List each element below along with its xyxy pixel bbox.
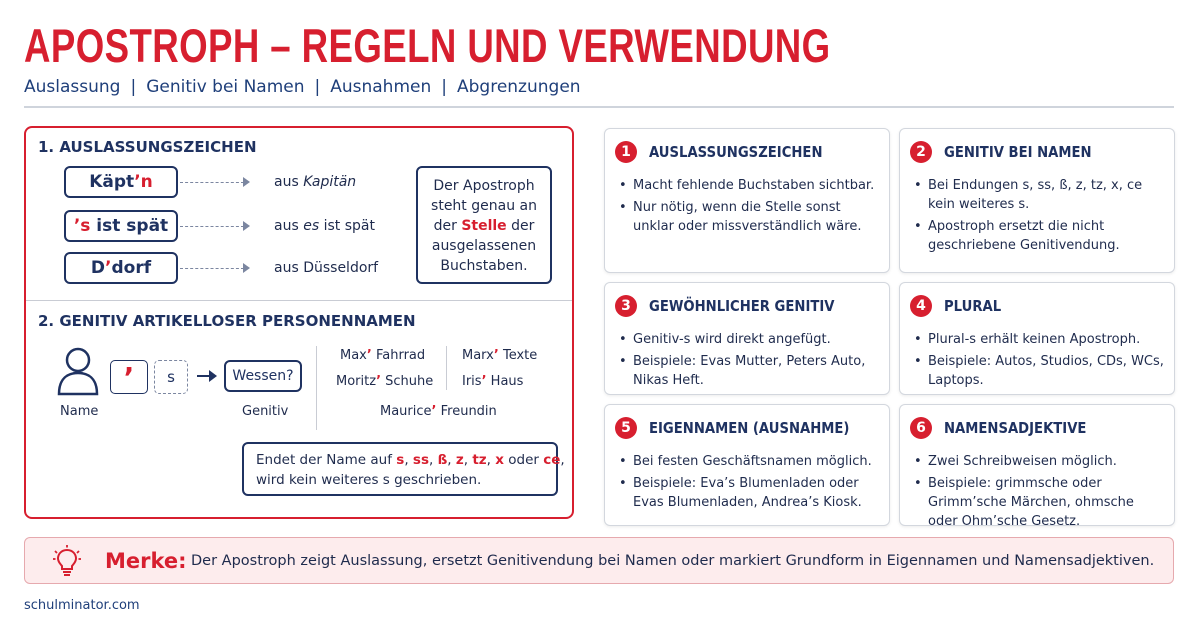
genitiv-label: Genitiv: [242, 404, 289, 419]
example-explanation: aus Kapitän: [274, 174, 357, 190]
card-item: • Nur nötig, wenn die Stelle sonst unklar oder missverständlich wäre.: [619, 198, 879, 236]
separator: |: [130, 77, 137, 97]
card-item: • Plural-s erhält keinen Apostroph.: [914, 330, 1164, 349]
rule-card: [604, 282, 890, 395]
apostrophe-box: ’: [110, 360, 148, 394]
separator: |: [314, 77, 321, 97]
example-text: ist spät: [90, 216, 169, 236]
left-panel: [24, 126, 574, 519]
example-pill: [64, 252, 178, 284]
number-badge: 5: [615, 417, 637, 439]
card-item: • Bei Endungen s, ss, ß, z, tz, x, ce kein weiteres s.: [914, 176, 1164, 214]
card-title: AUSLASSUNGSZEICHEN: [649, 143, 823, 161]
separator: |: [441, 77, 447, 97]
apostrophe-mark: ’s: [73, 216, 91, 236]
note-highlight: Stelle: [461, 218, 507, 234]
number-badge: 1: [615, 141, 637, 163]
dashed-arrow-icon: [180, 226, 244, 227]
card-item: • Apostroph ersetzt die nicht geschriebene Genitivendung.: [914, 217, 1164, 255]
card-item: • Genitiv-s wird direkt angefügt.: [619, 330, 879, 349]
card-title: GEWÖHNLICHER GENITIV: [649, 297, 835, 315]
example-name: Max’ Fahrrad: [340, 348, 426, 363]
subtitle-item: Ausnahmen: [330, 77, 432, 97]
example-explanation: aus es ist spät: [274, 218, 375, 234]
merke-text: Der Apostroph zeigt Auslassung, ersetzt Genitivendung bei Namen oder markiert Grundform in Eigennamen und Namensadjektiven.: [191, 553, 1155, 569]
subtitle-item: Auslassung: [24, 77, 121, 97]
card-item: • Bei festen Geschäftsnamen möglich.: [619, 452, 879, 471]
arrow-right-icon: [196, 368, 218, 384]
subtitle-item: Abgrenzungen: [457, 77, 581, 97]
example-name: Iris’ Haus: [462, 374, 524, 389]
note-box: Der Apostroph steht genau an der Stelle der ausgelassenen Buchstaben.: [416, 166, 552, 284]
number-badge: 3: [615, 295, 637, 317]
apostrophe-mark: ’n: [134, 172, 153, 192]
section2-heading: 2. GENITIV ARTIKELLOSER PERSONENNAMEN: [38, 312, 416, 330]
rule-card: [604, 128, 890, 273]
number-badge: 4: [910, 295, 932, 317]
vertical-divider: [316, 346, 317, 430]
rule-box: Endet der Name auf s, ss, ß, z, tz, x oder ce, wird kein weiteres s geschrieben.: [242, 442, 558, 496]
header-divider: [24, 106, 1174, 108]
page-title: APOSTROPH – REGELN UND VERWENDUNG: [24, 19, 831, 72]
apostrophe-mark: ’: [105, 258, 112, 278]
example-name: Marx’ Texte: [462, 348, 538, 363]
number-badge: 6: [910, 417, 932, 439]
example-pill: [64, 210, 178, 242]
rule-card: [899, 282, 1175, 395]
section-divider: [26, 300, 572, 301]
vertical-divider: [446, 346, 447, 390]
example-explanation: aus Düsseldorf: [274, 260, 379, 276]
subtitle-item: Genitiv bei Namen: [146, 77, 305, 97]
example-pill: [64, 166, 178, 198]
dashed-arrow-icon: [180, 182, 244, 183]
rule-card: [604, 404, 890, 526]
card-title: EIGENNAMEN (AUSNAHME): [649, 419, 850, 437]
card-item: • Beispiele: Eva’s Blumenladen oder Evas Blumenladen, Andrea’s Kiosk.: [619, 474, 879, 512]
rule-card: [899, 404, 1175, 529]
card-item: • Macht fehlende Buchstaben sichtbar.: [619, 176, 879, 195]
card-item: • Beispiele: Evas Mutter, Peters Auto, Nikas Heft.: [619, 352, 879, 390]
card-title: GENITIV BEI NAMEN: [944, 143, 1092, 161]
example-text: D: [90, 258, 105, 278]
number-badge: 2: [910, 141, 932, 163]
s-box: s: [154, 360, 188, 394]
example-name: Moritz’ Schuhe: [336, 374, 434, 389]
merke-label: Merke:: [105, 549, 187, 573]
card-item: • Beispiele: grimmsche oder Grimm’sche Märchen, ohmsche oder Ohm’sche Gesetz.: [914, 474, 1164, 531]
subtitle-nav: [24, 77, 581, 97]
card-title: PLURAL: [944, 297, 1002, 315]
card-item: • Zwei Schreibweisen möglich.: [914, 452, 1164, 471]
example-text: dorf: [111, 258, 152, 278]
dashed-arrow-icon: [180, 268, 244, 269]
example-text: Käpt: [89, 172, 135, 192]
name-label: Name: [60, 404, 99, 419]
question-box: Wessen?: [224, 360, 302, 392]
rule-card: [899, 128, 1175, 273]
example-name: Maurice’ Freundin: [380, 404, 497, 419]
lightbulb-icon: [53, 545, 81, 577]
merke-banner: [24, 537, 1174, 584]
card-item: • Beispiele: Autos, Studios, CDs, WCs, Laptops.: [914, 352, 1164, 390]
section1-heading: 1. AUSLASSUNGSZEICHEN: [38, 138, 257, 156]
person-icon: [56, 346, 100, 396]
card-title: NAMENSADJEKTIVE: [944, 419, 1087, 437]
footer-brand: schulminator.com: [24, 598, 140, 613]
